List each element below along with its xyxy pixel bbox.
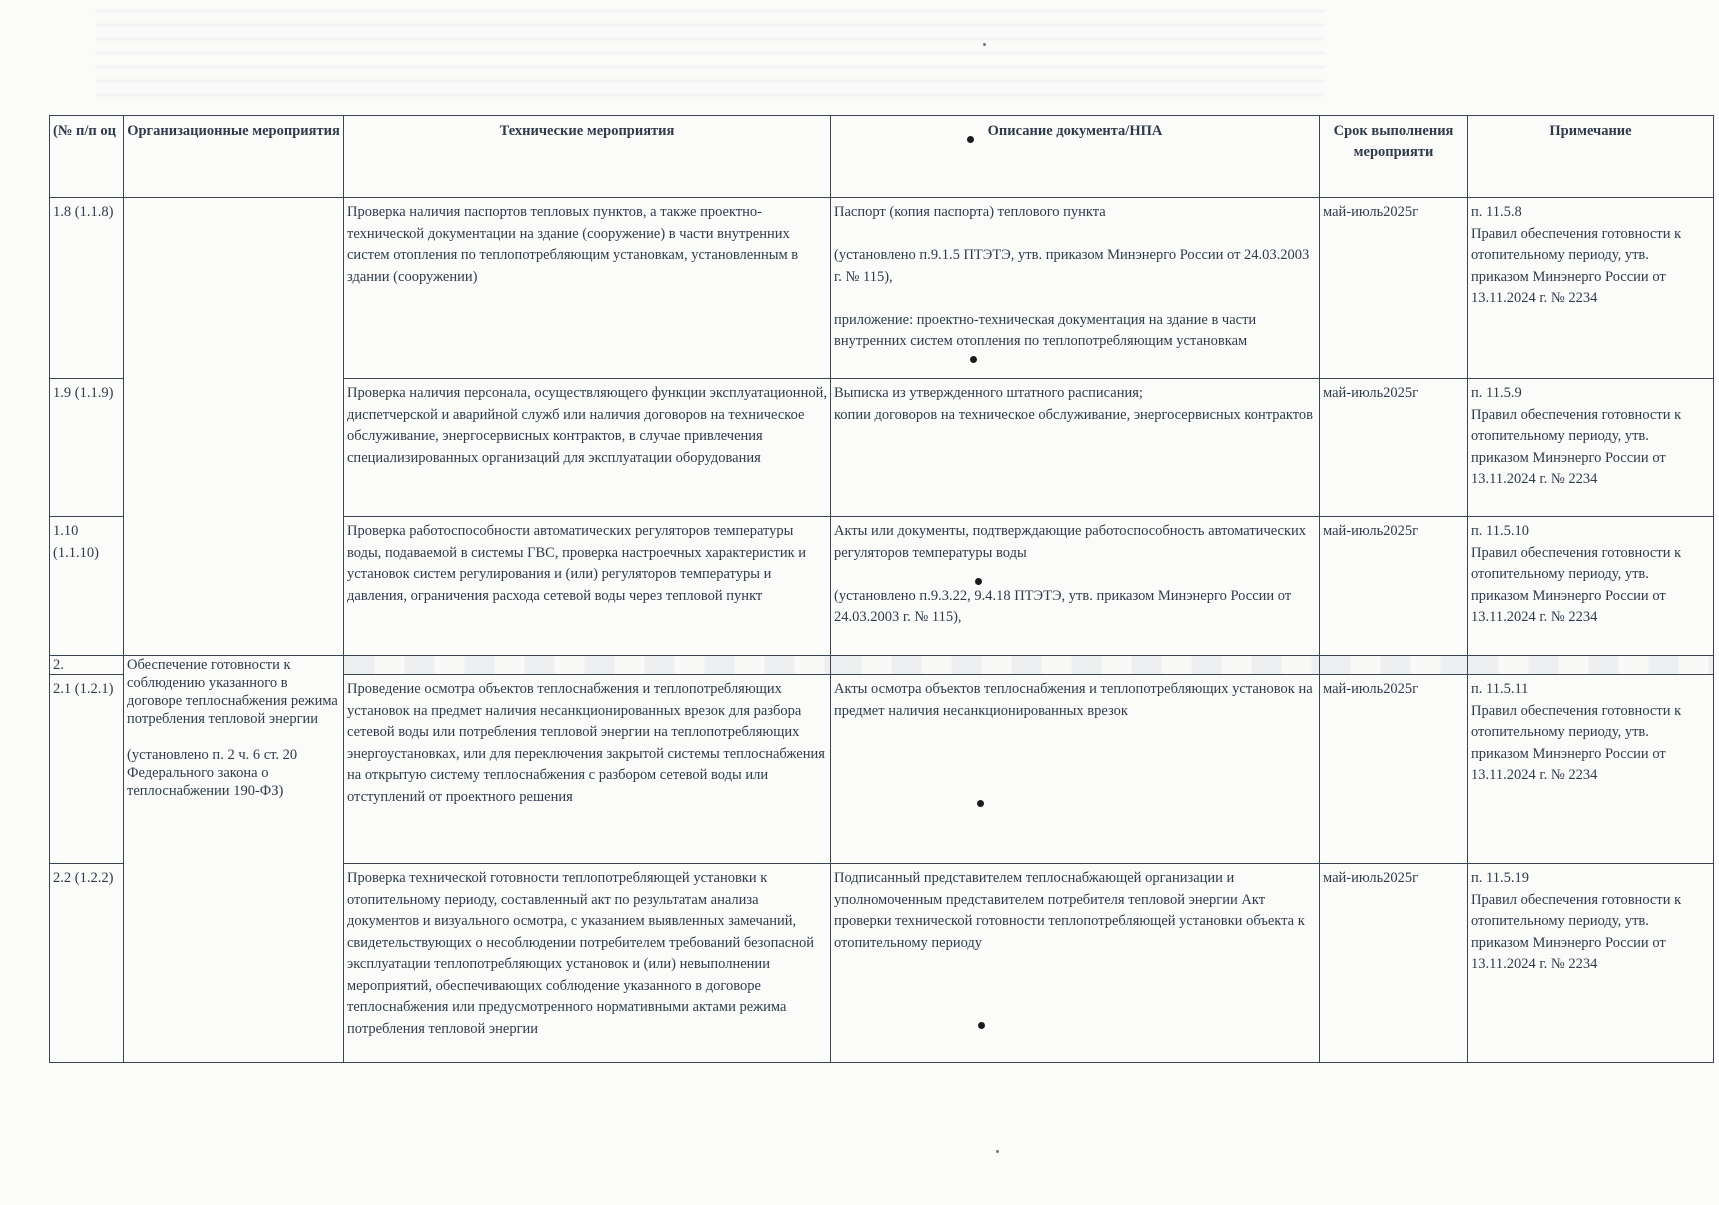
cell-note: п. 11.5.8 Правил обеспечения готовности к отопительному периоду, утв. приказом Минэнерго России от 13.11.2024 г. № 2234 (1468, 198, 1714, 379)
cell-doc: Акты осмотра объектов теплоснабжения и теплопотребляющих установок на предмет наличия несанкционированных врезок (831, 675, 1320, 864)
cell-term-empty (1320, 656, 1468, 675)
cell-doc-empty (831, 656, 1320, 675)
cell-num: 1.9 (1.1.9) (50, 379, 124, 517)
scan-speck (970, 356, 977, 363)
cell-note: п. 11.5.11 Правил обеспечения готовности к отопительному периоду, утв. приказом Минэнерго России от 13.11.2024 г. № 2234 (1468, 675, 1714, 864)
cell-num: 1.10 (1.1.10) (50, 517, 124, 656)
table-row (50, 198, 1714, 379)
header-note: Примечание (1468, 116, 1714, 198)
cell-tech-empty (344, 656, 831, 675)
cell-tech: Проверка работоспособности автоматических регуляторов температуры воды, подаваемой в системы ГВС, проверка настроечных характеристик и установок систем регулирования и (или) регуляторов температуры и давления, ограничения расхода сетевой воды через тепловой пункт (344, 517, 831, 656)
scan-speck (996, 1150, 999, 1153)
cell-tech: Проверка наличия паспортов тепловых пунктов, а также проектно-технической документации на здание (сооружение) в части внутренних систем отопления по теплопотребляющим установкам, установленным в здании (сооружении) (344, 198, 831, 379)
cell-term: май-июль2025г (1320, 675, 1468, 864)
cell-term: май-июль2025г (1320, 864, 1468, 1063)
bleed-through-text (95, 0, 1325, 105)
cell-num: 1.8 (1.1.8) (50, 198, 124, 379)
header-doc: Описание документа/НПА (831, 116, 1320, 198)
cell-num: 2.1 (1.2.1) (50, 675, 124, 864)
cell-doc: Паспорт (копия паспорта) теплового пункта (установлено п.9.1.5 ПТЭТЭ, утв. приказом Минэнерго России от 24.03.2003 г. № 115), приложение: проектно-техническая документация на здание в части внутренних систем отопления по теплопотребляющим установкам (831, 198, 1320, 379)
cell-tech: Проведение осмотра объектов теплоснабжения и теплопотребляющих установок на предмет наличия несанкционированных врезок для разбора сетевой воды или потребления тепловой энергии на теплопотребляющих энергоустановках, или для переключения закрытой системы теплоснабжения на открытую систему теплоснабжения с разбором сетевой воды или отступлений от проектного решения (344, 675, 831, 864)
cell-tech: Проверка наличия персонала, осуществляющего функции эксплуатационной, диспетчерской и аварийной служб или наличия договоров на техническое обслуживание, энергосервисных контрактов, в случае привлечения специализированных организаций для эксплуатации оборудования (344, 379, 831, 517)
header-num: (№ п/п оц (50, 116, 124, 198)
scan-speck (983, 43, 986, 46)
scan-speck (975, 578, 982, 585)
cell-term: май-июль2025г (1320, 379, 1468, 517)
header-tech: Технические мероприятия (344, 116, 831, 198)
cell-note: п. 11.5.19 Правил обеспечения готовности к отопительному периоду, утв. приказом Минэнерго России от 13.11.2024 г. № 2234 (1468, 864, 1714, 1063)
scan-speck (977, 800, 984, 807)
header-org: Организационные мероприятия (124, 116, 344, 198)
cell-doc: Акты или документы, подтверждающие работоспособность автоматических регуляторов температуры воды (установлено п.9.3.22, 9.4.18 ПТЭТЭ, утв. приказом Минэнерго России от 24.03.2003 г. № 115), (831, 517, 1320, 656)
measures-table (49, 115, 1714, 1063)
scan-speck (978, 1022, 985, 1029)
cell-doc: Выписка из утвержденного штатного расписания; копии договоров на техническое обслуживание, энергосервисных контрактов (831, 379, 1320, 517)
cell-note-empty (1468, 656, 1714, 675)
table-row-section-2 (50, 656, 1714, 675)
cell-num: 2. (50, 656, 124, 675)
scan-speck (967, 136, 974, 143)
cell-note: п. 11.5.10 Правил обеспечения готовности к отопительному периоду, утв. приказом Минэнерго России от 13.11.2024 г. № 2234 (1468, 517, 1714, 656)
cell-org: Обеспечение готовности к соблюдению указанного в договоре теплоснабжения режима потребления тепловой энергии (установлено п. 2 ч. 6 ст. 20 Федерального закона о теплоснабжении 190-ФЗ) (124, 656, 344, 1063)
cell-term: май-июль2025г (1320, 517, 1468, 656)
cell-tech: Проверка технической готовности теплопотребляющей установки к отопительному периоду, составленный акт по результатам анализа документов и визуального осмотра, с указанием выявленных замечаний, свидетельствующих о несоблюдении потребителем требований безопасной эксплуатации теплопотребляющих установок и (или) невыполнении мероприятий, обеспечивающих соблюдение указанного в договоре теплоснабжения или предусмотренного нормативными актами режима потребления тепловой энергии (344, 864, 831, 1063)
table-header-row (50, 116, 1714, 198)
cell-note: п. 11.5.9 Правил обеспечения готовности к отопительному периоду, утв. приказом Минэнерго России от 13.11.2024 г. № 2234 (1468, 379, 1714, 517)
cell-org (124, 198, 344, 656)
cell-doc: Подписанный представителем теплоснабжающей организации и уполномоченным представителем потребителя тепловой энергии Акт проверки технической готовности теплопотребляющей установки объекта к отопительному периоду (831, 864, 1320, 1063)
cell-num: 2.2 (1.2.2) (50, 864, 124, 1063)
header-term: Срок выполнения мероприяти (1320, 116, 1468, 198)
cell-term: май-июль2025г (1320, 198, 1468, 379)
